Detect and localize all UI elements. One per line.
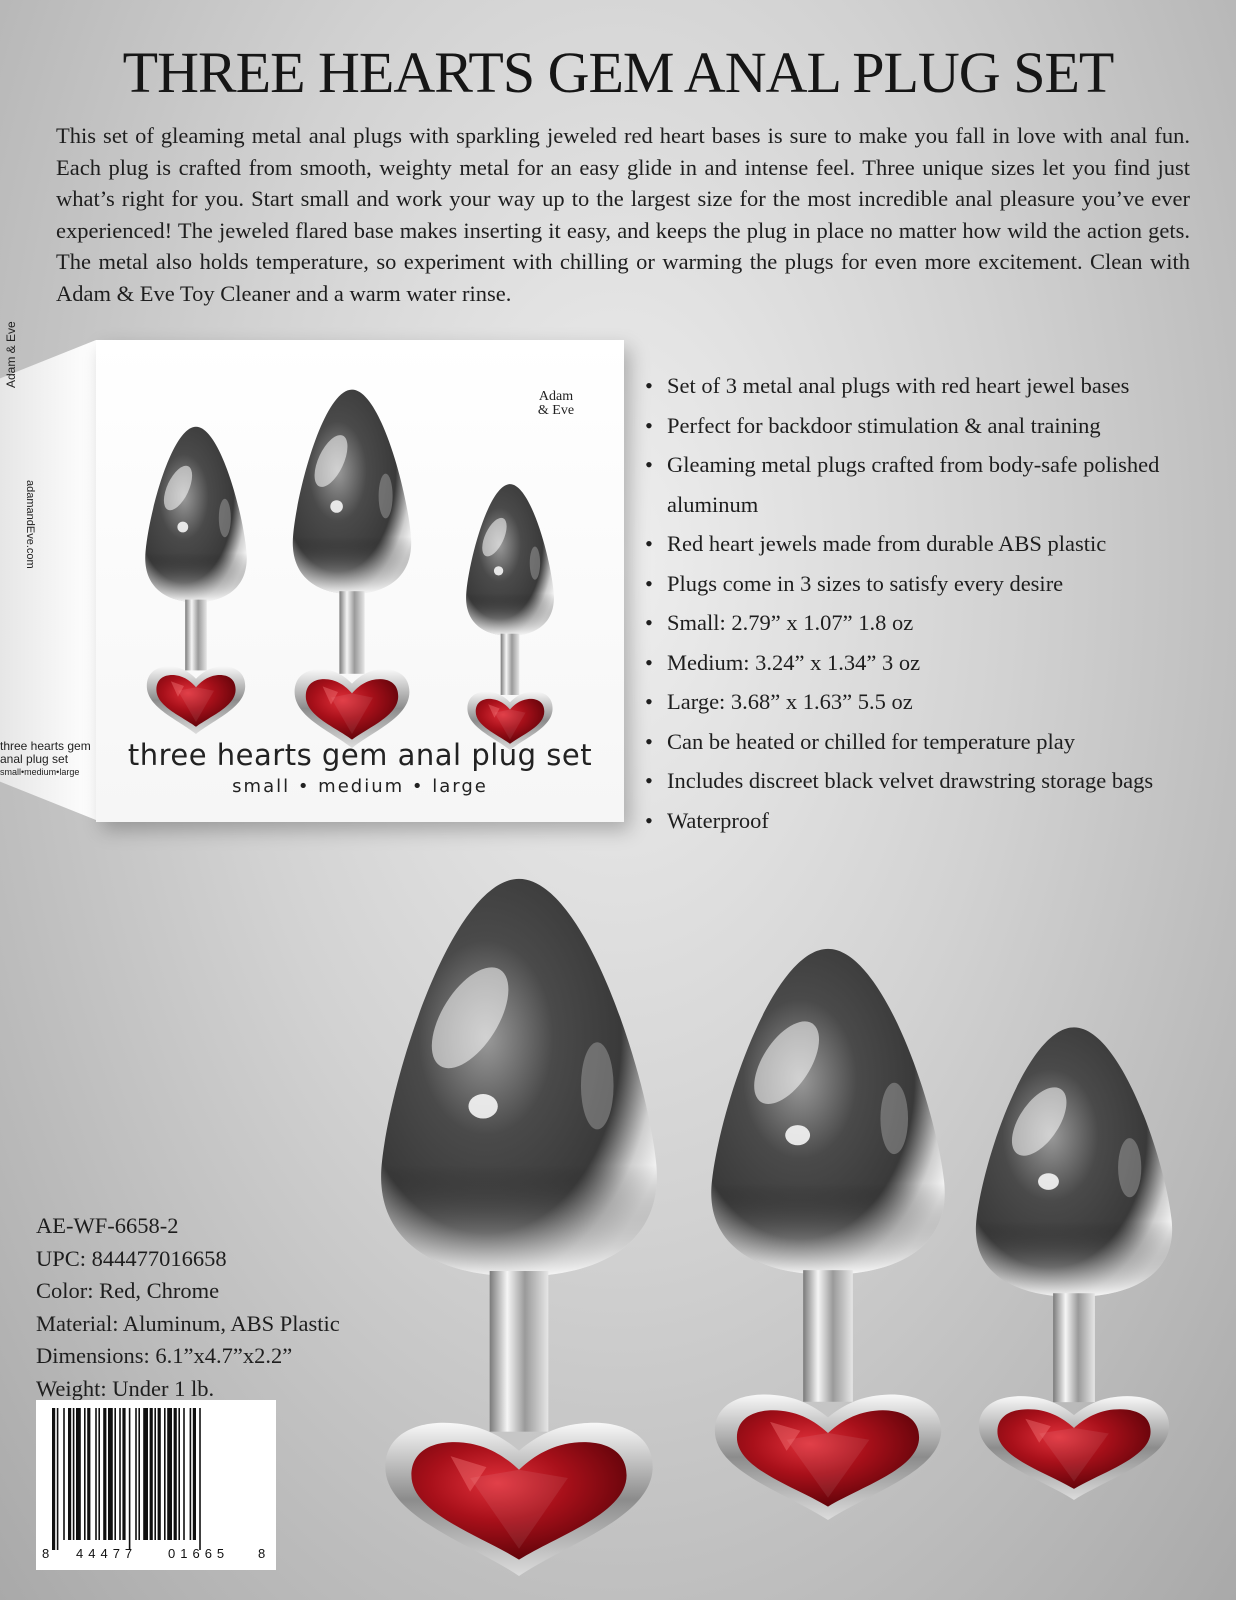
barcode-bar xyxy=(114,1408,116,1540)
barcode-bar xyxy=(183,1408,185,1540)
spec-material: Material: Aluminum, ABS Plastic xyxy=(36,1310,340,1336)
barcode-bars xyxy=(36,1400,276,1550)
barcode-bar xyxy=(68,1408,71,1540)
feature-item: • Set of 3 metal anal plugs with red heart jewel bases xyxy=(645,366,1205,406)
barcode-bar xyxy=(164,1408,166,1540)
box-sizes-line: small • medium • large xyxy=(232,776,488,797)
box-side-sizes: small•medium•large xyxy=(0,767,80,777)
barcode-bar xyxy=(57,1408,59,1550)
spec-block xyxy=(36,1210,436,1405)
product-description: This set of gleaming metal anal plugs with sparkling jeweled red heart bases is sure to make you fall in love with anal fun. Each plug is crafted from smooth, weighty metal for an easy glide in and intense feel. Three unique sizes let you find just what’s right for you. Start small and work your way up to the largest size for the most incredible anal pleasure you’ve ever experienced! The jeweled flared base makes inserting it easy, and keeps the plug in place no matter how wild the action gets. The metal also holds temperature, so experiment with chilling or warming the plugs for even more excitement. Clean with Adam & Eve Toy Cleaner and a warm water rinse. xyxy=(56,123,1190,306)
box-plug-small-left xyxy=(136,422,256,734)
feature-item: • Includes discreet black velvet drawstring storage bags xyxy=(645,761,1205,801)
barcode-bar xyxy=(167,1408,172,1540)
barcode-left-group: 44477 xyxy=(76,1546,138,1561)
box-side-name-line1: three hearts gem xyxy=(0,739,91,753)
upc-barcode xyxy=(36,1400,276,1570)
barcode-bar xyxy=(63,1408,65,1540)
spec-color: Color: Red, Chrome xyxy=(36,1278,220,1303)
barcode-bar xyxy=(122,1408,125,1540)
plug-small xyxy=(958,1020,1190,1500)
logo-line1: Adam xyxy=(538,389,574,404)
barcode-bar xyxy=(98,1408,100,1540)
barcode-bar xyxy=(190,1408,192,1540)
barcode-check-digit: 8 xyxy=(258,1546,266,1561)
feature-item: • Large: 3.68” x 1.63” 5.5 oz xyxy=(645,682,1205,722)
barcode-bar xyxy=(73,1408,75,1540)
feature-item: • Waterproof xyxy=(645,801,1205,841)
feature-item: • Red heart jewels made from durable ABS plastic xyxy=(645,524,1205,564)
barcode-bar xyxy=(52,1408,55,1550)
box-side-name xyxy=(0,740,91,779)
feature-list xyxy=(645,366,1205,840)
page-title: THREE HEARTS GEM ANAL PLUG SET xyxy=(122,40,1114,105)
plug-medium xyxy=(690,940,966,1520)
feature-item: • Small: 2.79” x 1.07” 1.8 oz xyxy=(645,603,1205,643)
feature-item: • Medium: 3.24” x 1.34” 3 oz xyxy=(645,643,1205,683)
spec-dimensions: Dimensions: 6.1”x4.7”x2.2” xyxy=(36,1343,293,1368)
barcode-bar xyxy=(87,1408,90,1540)
box-product-name: three hearts gem anal plug set xyxy=(127,738,593,772)
barcode-right-group: 01665 xyxy=(168,1546,230,1561)
barcode-bar xyxy=(143,1408,148,1540)
box-side-url: adamandEve.com xyxy=(24,480,36,569)
barcode-bar xyxy=(174,1408,177,1540)
barcode-bar xyxy=(158,1408,161,1540)
barcode-bar xyxy=(178,1408,180,1540)
box-side-name-line2: anal plug set xyxy=(0,752,69,766)
barcode-digits xyxy=(36,1544,276,1566)
box-plug-large-right xyxy=(458,480,562,750)
barcode-first-digit: 8 xyxy=(42,1546,50,1561)
box-plug-medium-center xyxy=(282,384,422,748)
barcode-bar xyxy=(150,1408,153,1540)
box-side-brand: Adam & Eve xyxy=(4,321,18,388)
adam-eve-logo xyxy=(528,390,584,418)
barcode-bar xyxy=(129,1408,131,1550)
product-box-image xyxy=(0,321,630,840)
barcode-bar xyxy=(76,1408,81,1540)
feature-item: • Perfect for backdoor stimulation & anal training xyxy=(645,406,1205,446)
barcode-bar xyxy=(95,1408,97,1540)
feature-item: • Plugs come in 3 sizes to satisfy every desire xyxy=(645,564,1205,604)
feature-item: • Can be heated or chilled for temperature play xyxy=(645,722,1205,762)
logo-line2: & Eve xyxy=(537,403,575,418)
barcode-bar xyxy=(84,1408,86,1540)
barcode-bar xyxy=(135,1408,137,1540)
spec-weight: Weight: Under 1 lb. xyxy=(36,1375,215,1401)
barcode-bar xyxy=(138,1408,140,1540)
barcode-bar xyxy=(193,1408,196,1540)
spec-sku: AE-WF-6658-2 xyxy=(36,1213,179,1238)
barcode-bar xyxy=(154,1408,156,1540)
barcode-bar xyxy=(103,1408,106,1540)
barcode-bar xyxy=(108,1408,113,1540)
barcode-bar xyxy=(199,1408,201,1550)
feature-item: • Gleaming metal plugs crafted from body-safe polished aluminum xyxy=(645,445,1205,524)
spec-upc: UPC: 844477016658 xyxy=(36,1245,227,1271)
barcode-bar xyxy=(119,1408,121,1540)
